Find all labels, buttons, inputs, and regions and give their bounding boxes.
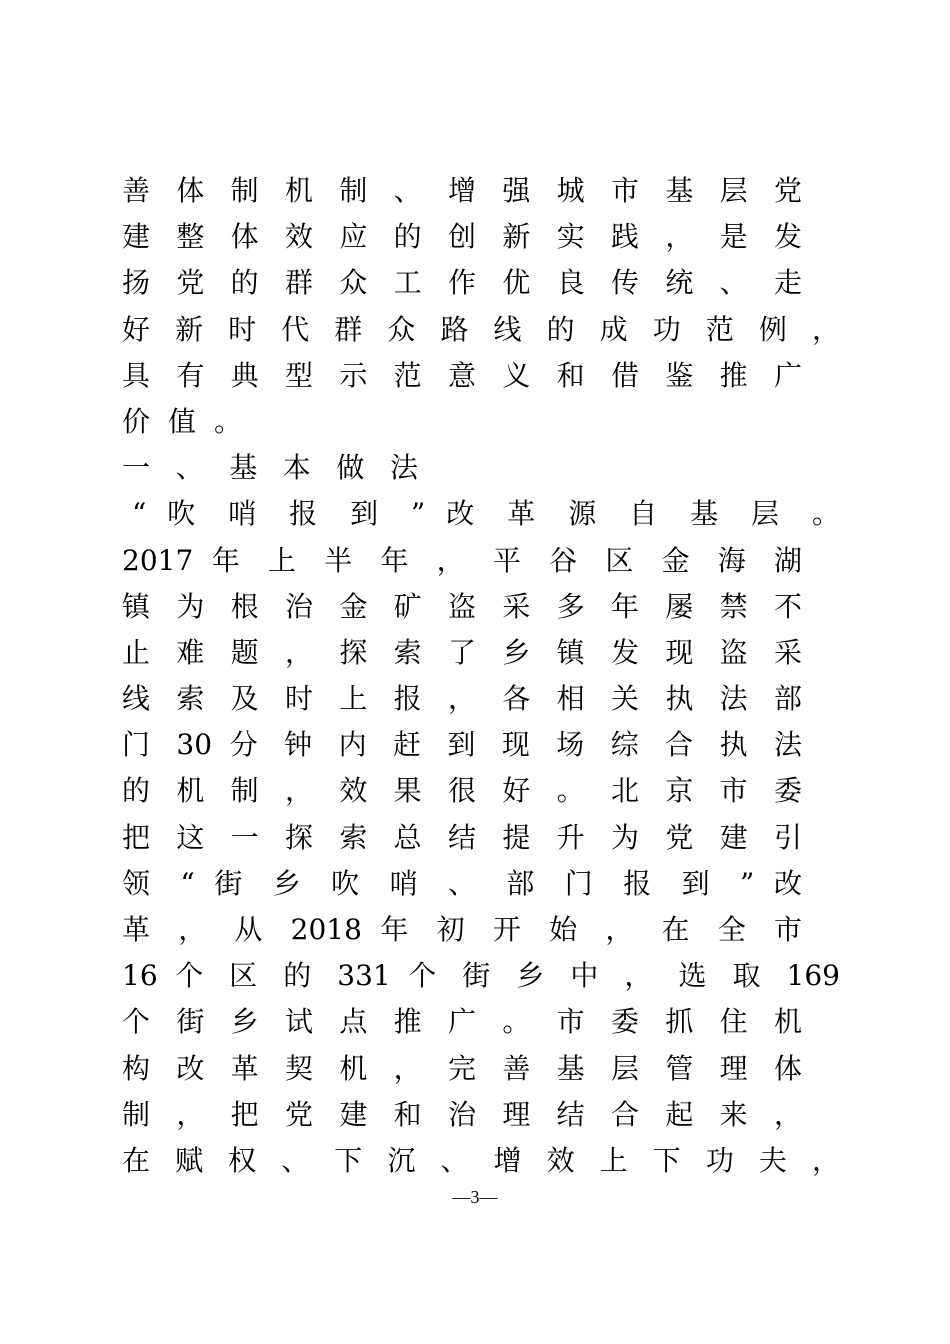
text-line: 扬 党 的 群 众 工 作 优 良 传 统 、 走: [122, 266, 802, 300]
text-line: 镇 为 根 治 金 矿 盗 采 多 年 屡 禁 不: [122, 589, 802, 623]
text-line: 好 新 时 代 群 众 路 线 的 成 功 范 例 ，: [122, 312, 840, 346]
text-line: 门 30 分 钟 内 赶 到 现 场 综 合 执 法: [122, 728, 802, 762]
text-line: 建 整 体 效 应 的 创 新 实 践 ， 是 发: [122, 220, 802, 254]
body-text: [122, 168, 842, 1184]
text-line: 止 难 题 ， 探 索 了 乡 镇 发 现 盗 采: [122, 635, 802, 669]
text-line: 具 有 典 型 示 范 意 义 和 借 鉴 推 广: [122, 358, 802, 392]
text-line: 领 “ 街 乡 吹 哨 、 部 门 报 到 ” 改: [122, 866, 802, 900]
text-line: “ 吹 哨 报 到 ” 改 革 源 自 基 层 。: [132, 497, 840, 531]
text-line: 善 体 制 机 制 、 增 强 城 市 基 层 党: [122, 174, 802, 207]
text-line: 构 改 革 契 机 ， 完 善 基 层 管 理 体: [122, 1051, 802, 1085]
text-line: 线 索 及 时 上 报 ， 各 相 关 执 法 部: [122, 682, 802, 716]
text-line: 16 个 区 的 331 个 街 乡 中 ， 选 取 169: [122, 959, 840, 993]
text-line: 把 这 一 探 索 总 结 提 升 为 党 建 引: [122, 820, 802, 854]
page-number: —3—: [452, 1187, 498, 1207]
text-line: 革 ， 从 2018 年 初 开 始 ， 在 全 市: [122, 913, 802, 946]
text-line: 的 机 制 ， 效 果 很 好 。 北 京 市 委: [122, 774, 802, 808]
text-line: 在 赋 权 、 下 沉 、 增 效 上 下 功 夫 ，: [122, 1143, 840, 1177]
text-line: 个 街 乡 试 点 推 广 。 市 委 抓 住 机: [122, 1005, 802, 1039]
text-line: 价 值 。: [122, 404, 242, 438]
section-heading: 一 、 基 本 做 法: [122, 451, 418, 485]
text-line: 制 ， 把 党 建 和 治 理 结 合 起 来 ，: [122, 1097, 802, 1131]
text-line: 2017 年 上 半 年 ， 平 谷 区 金 海 湖: [122, 543, 802, 577]
